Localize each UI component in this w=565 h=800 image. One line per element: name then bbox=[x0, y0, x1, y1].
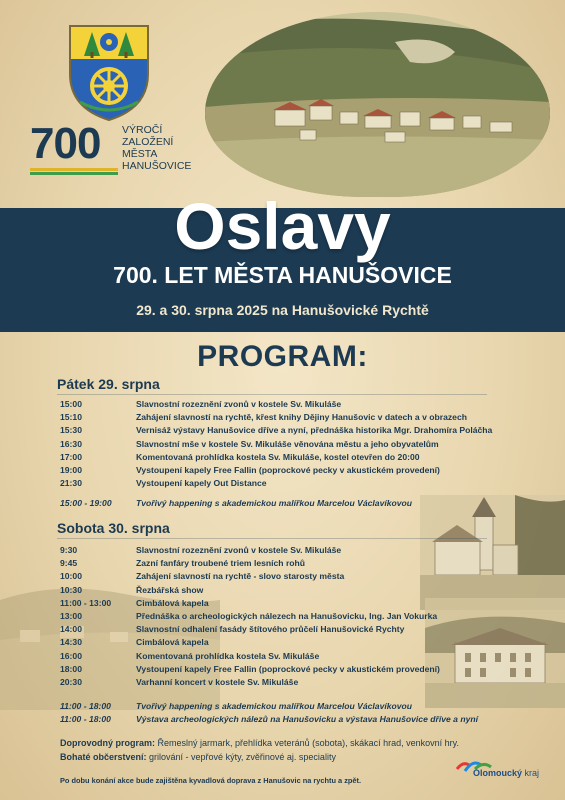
church-photo bbox=[420, 495, 565, 610]
event-description: Tvořivý happening s akademickou malířkou Marcelou Václavíkovou bbox=[136, 701, 413, 711]
anniversary-number: 700 bbox=[30, 119, 101, 168]
historic-town-photo bbox=[205, 12, 550, 197]
coat-of-arms-icon bbox=[66, 22, 152, 122]
event-time: 15:00 - 19:00 bbox=[60, 498, 112, 508]
event-time: 13:00 bbox=[60, 610, 82, 621]
refreshments bbox=[60, 752, 336, 762]
event-description: Vystoupení kapely Free Fallin (poprockové pecky v akustickém provedení) bbox=[136, 464, 440, 475]
transport-note: Po dobu konání akce bude zajištěna kyvadlová doprava z Hanušovic na rychtu a zpět. bbox=[60, 776, 362, 785]
event-description: Přednáška o archeologických nálezech na Hanušovicku, Ing. Jan Vokurka bbox=[136, 610, 438, 621]
event-description: Cimbálová kapela bbox=[136, 637, 209, 648]
anniversary-text bbox=[122, 124, 191, 172]
event-time: 10:00 bbox=[60, 571, 82, 582]
refreshments-label: Bohaté občerstvení: bbox=[60, 752, 147, 762]
event-time: 9:30 bbox=[60, 545, 78, 555]
event-description: Slavnostní rozeznění zvonů v kostele Sv. Mikuláše bbox=[136, 545, 342, 555]
event-time: 21:30 bbox=[60, 478, 82, 489]
day-heading-saturday: Sobota 30. srpna bbox=[57, 520, 170, 536]
refreshments-text: grilování - vepřové kýty, zvěřinové aj. speciality bbox=[146, 752, 336, 762]
event-description: Řezbářská show bbox=[136, 584, 204, 595]
event-time: 15:10 bbox=[60, 412, 82, 423]
region-logo-text bbox=[473, 768, 539, 778]
event-time: 17:00 bbox=[60, 451, 82, 462]
event-description: Vystoupení kapely Out Distance bbox=[136, 478, 267, 489]
event-date: 29. a 30. srpna 2025 na Hanušovické Rychtě bbox=[136, 302, 429, 318]
page-title: Oslavy bbox=[174, 189, 391, 263]
day-heading-friday: Pátek 29. srpna bbox=[57, 376, 160, 392]
divider bbox=[57, 538, 487, 539]
event-description: Zahájení slavností na rychtě, křest knihy Dějiny Hanušovic v datech a v obrazech bbox=[136, 412, 467, 423]
anniversary-line-3: MĚSTA bbox=[122, 148, 158, 160]
anniversary-green-bar bbox=[30, 172, 118, 175]
event-description: Vernisáž výstavy Hanušovice dříve a nyní, přednáška historika Mgr. Drahomíra Poláčha bbox=[136, 425, 493, 436]
anniversary-line-1: VÝROČÍ bbox=[122, 124, 163, 136]
event-description: Výstava archeologických nálezů na Hanušovicku a výstava Hanušovice dříve a nyní bbox=[136, 714, 478, 725]
event-description: Vystoupení kapely Free Fallin (poprockové pecky v akustickém provedení) bbox=[136, 663, 440, 674]
event-time: 9:45 bbox=[60, 558, 78, 569]
event-time: 15:00 bbox=[60, 399, 82, 409]
region-suffix: kraj bbox=[522, 768, 540, 778]
event-description: Tvořivý happening s akademickou malířkou Marcelou Václavíkovou bbox=[136, 498, 413, 508]
event-description: Slavnostní mše v kostele Sv. Mikuláše věnována městu a jeho obyvatelům bbox=[136, 438, 439, 449]
divider bbox=[57, 394, 487, 395]
event-time: 11:00 - 13:00 bbox=[60, 597, 112, 608]
event-description: Komentovaná prohlídka kostela Sv. Mikuláše bbox=[136, 650, 320, 661]
accompanying-program bbox=[60, 738, 459, 748]
anniversary-line-2: ZALOŽENÍ bbox=[122, 136, 174, 148]
program-heading: PROGRAM: bbox=[197, 340, 368, 373]
event-description: Zazní fanfáry troubené triem lesních rohů bbox=[136, 558, 306, 569]
region-name: Olomoucký bbox=[473, 768, 523, 778]
accompanying-label: Doprovodný program: bbox=[60, 738, 156, 748]
anniversary-yellow-bar bbox=[30, 168, 118, 171]
event-description: Komentovaná prohlídka kostela Sv. Mikuláše, kostel otevřen do 20:00 bbox=[136, 451, 420, 462]
event-time: 19:00 bbox=[60, 464, 82, 475]
event-time: 16:30 bbox=[60, 438, 82, 449]
event-time: 11:00 - 18:00 bbox=[60, 701, 111, 711]
event-time: 14:00 bbox=[60, 624, 82, 635]
accompanying-text: Řemeslný jarmark, přehlídka veteránů (sobota), skákací hrad, venkovní hry. bbox=[155, 738, 459, 748]
event-description: Slavnostní odhalení fasády štítového průčelí Hanušovické Rychty bbox=[136, 624, 405, 635]
event-time: 20:30 bbox=[60, 676, 82, 687]
region-logo bbox=[455, 757, 555, 787]
event-time: 18:00 bbox=[60, 663, 82, 674]
event-description: Zahájení slavností na rychtě - slovo starosty města bbox=[136, 571, 345, 582]
event-time: 16:00 bbox=[60, 650, 82, 661]
event-time: 15:30 bbox=[60, 425, 82, 436]
event-description: Slavnostní rozeznění zvonů v kostele Sv. Mikuláše bbox=[136, 399, 342, 409]
event-time: 10:30 bbox=[60, 584, 82, 595]
school-photo bbox=[425, 598, 565, 708]
event-description: Cimbálová kapela bbox=[136, 597, 209, 608]
event-description: Varhanní koncert v kostele Sv. Mikuláše bbox=[136, 676, 299, 687]
anniversary-line-4: HANUŠOVICE bbox=[122, 160, 192, 172]
event-time: 11:00 - 18:00 bbox=[60, 714, 111, 725]
page-subtitle: 700. LET MĚSTA HANUŠOVICE bbox=[113, 262, 452, 288]
event-time: 14:30 bbox=[60, 637, 82, 648]
